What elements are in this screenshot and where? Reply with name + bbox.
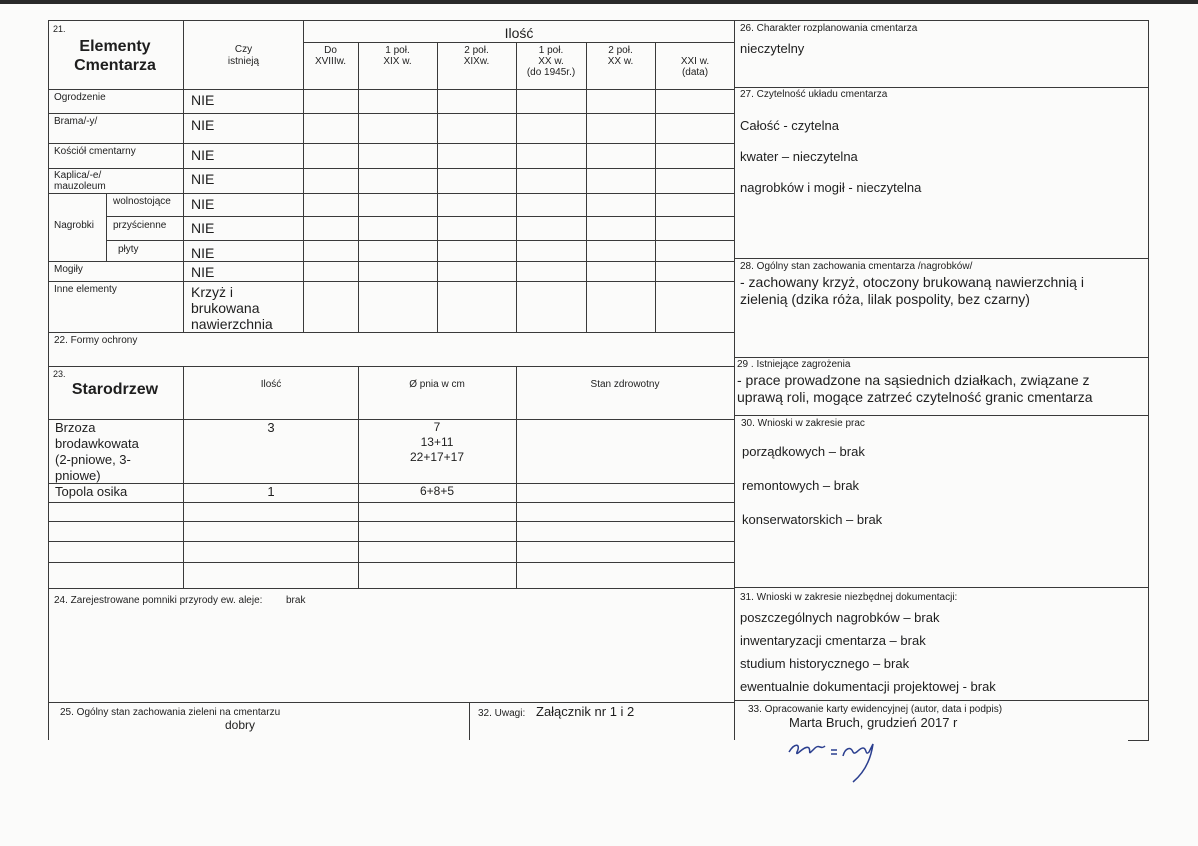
sec28-label: 28. Ogólny stan zachowania cmentarza /nagrobków/ <box>740 261 973 272</box>
row-plyty-label: płyty <box>118 244 139 255</box>
ilosc-underline <box>303 42 735 43</box>
row-line <box>48 89 735 90</box>
sec21-col-5 <box>516 42 517 332</box>
sec22-label: 22. Formy ochrony <box>54 335 138 346</box>
row-plyty-value: NIE <box>191 245 215 261</box>
row-line <box>106 240 735 241</box>
sec32-value: Załącznik nr 1 i 2 <box>536 704 635 719</box>
sec29-label: 29 . Istniejące zagrożenia <box>737 359 851 370</box>
row-wolnostojace-label: wolnostojące <box>113 196 171 207</box>
row-line <box>48 281 735 282</box>
handwritten-signature <box>785 738 895 788</box>
row-line <box>48 702 735 703</box>
row-kaplica-value: NIE <box>191 171 215 187</box>
czy-istnieja-line2: istnieją <box>227 56 260 67</box>
right-row-line <box>734 700 1149 701</box>
row-line <box>48 541 735 542</box>
row-line <box>48 562 735 563</box>
row-inne-value-line1: Krzyż i <box>191 284 233 300</box>
sec21-col-4 <box>437 42 438 332</box>
sec25-value: dobry <box>224 718 256 732</box>
sec23-col-3 <box>516 366 517 588</box>
row-line <box>48 168 735 169</box>
row-inne-label: Inne elementy <box>54 284 117 295</box>
sec30-line2: remontowych – brak <box>742 478 860 493</box>
row-line <box>48 483 735 484</box>
sec23-col-stan: Stan zdrowotny <box>590 379 660 390</box>
tree-1-diam-line3: 22+17+17 <box>409 450 465 464</box>
sec23-number: 23. <box>53 369 66 379</box>
right-row-line <box>734 415 1149 416</box>
sec24-value: brak <box>286 595 306 606</box>
row-kaplica-label-line1: Kaplica/-e/ <box>54 170 102 181</box>
sec23-title: Starodrzew <box>71 381 159 398</box>
sec23-col-piersnica: Ø pnia w cm <box>409 379 465 390</box>
row-line <box>48 261 735 262</box>
row-line <box>48 588 735 589</box>
tree-1-name-line4: pniowe) <box>55 468 101 483</box>
row-line <box>48 113 735 114</box>
period-1-l1: Do <box>324 45 337 56</box>
sec23-col-2 <box>358 366 359 588</box>
sec23-col-1 <box>183 366 184 588</box>
tree-1-name-line2: brodawkowata <box>55 436 139 451</box>
row-line <box>106 216 735 217</box>
period-6-l1: XXI w. <box>680 56 710 67</box>
right-row-line <box>734 258 1149 259</box>
row-nagrobki-label: Nagrobki <box>54 220 95 231</box>
sec23-col-ilosc: Ilość <box>260 379 282 390</box>
period-1-l2: XVIIIw. <box>314 56 347 67</box>
sec31-label: 31. Wnioski w zakresie niezbędnej dokumentacji: <box>740 592 958 603</box>
sec32-label: 32. Uwagi: <box>478 708 526 719</box>
right-row-line <box>734 87 1149 88</box>
right-row-line <box>734 587 1149 588</box>
tree-1-count: 3 <box>267 420 275 435</box>
sec33-value: Marta Bruch, grudzień 2017 r <box>789 715 958 730</box>
sec27-line3: nagrobków i mogił - nieczytelna <box>740 180 922 195</box>
sec30-label: 30. Wnioski w zakresie prac <box>741 418 865 429</box>
row-line <box>48 193 735 194</box>
right-row-line <box>734 357 1149 358</box>
row-brama-value: NIE <box>191 117 215 133</box>
sec33-label: 33. Opracowanie karty ewidencyjnej (autor, data i podpis) <box>748 704 1003 715</box>
row-przyscienne-value: NIE <box>191 220 215 236</box>
row-ogrodzenie-label: Ogrodzenie <box>54 92 106 103</box>
row-wolnostojace-value: NIE <box>191 196 215 212</box>
sec21-title-line2: Cmentarza <box>74 57 156 74</box>
row-mogily-value: NIE <box>191 264 215 280</box>
nagrobki-divider <box>106 193 107 261</box>
row-kosciol-value: NIE <box>191 147 215 163</box>
row-line <box>48 521 735 522</box>
table-bottom-right-tick <box>1128 740 1149 741</box>
period-4-l1: 1 poł. <box>538 45 564 56</box>
row-line <box>48 332 735 333</box>
sec21-col-6 <box>586 42 587 332</box>
sec31-line2: inwentaryzacji cmentarza – brak <box>740 633 926 648</box>
period-2-l2: XIX w. <box>383 56 412 67</box>
period-2-l1: 1 poł. <box>385 45 410 56</box>
sec27-line2: kwater – nieczytelna <box>740 149 858 164</box>
period-3-l1: 2 poł. <box>464 45 489 56</box>
sec29-line1: - prace prowadzone na sąsiednich działkach, związane z <box>737 372 1090 388</box>
scan-top-edge <box>0 0 1198 4</box>
sec24-label: 24. Zarejestrowane pomniki przyrody ew. aleje: <box>54 595 263 606</box>
tree-2-diam: 6+8+5 <box>419 484 455 498</box>
row-brama-label: Brama/-y/ <box>54 116 98 127</box>
row-inne-value-line3: nawierzchnia <box>191 316 273 332</box>
tree-2-name: Topola osika <box>55 484 128 499</box>
period-4-l2: XX w. <box>538 56 564 67</box>
row-przyscienne-label: przyścienne <box>113 220 167 231</box>
sec28-line1: - zachowany krzyż, otoczony brukowaną nawierzchnią i <box>740 274 1084 290</box>
row-inne-value-line2: brukowana <box>191 300 260 316</box>
row-kosciol-label: Kościół cmentarny <box>54 146 136 157</box>
sec30-line3: konserwatorskich – brak <box>742 512 883 527</box>
sec25-32-divider <box>469 702 470 740</box>
sec21-number: 21. <box>53 24 66 34</box>
row-kaplica-label-line2: mauzoleum <box>54 181 106 192</box>
row-line <box>48 419 735 420</box>
sec26-label: 26. Charakter rozplanowania cmentarza <box>740 23 918 34</box>
table-right-border <box>1148 20 1149 740</box>
row-ogrodzenie-value: NIE <box>191 92 215 108</box>
sec31-line3: studium historycznego – brak <box>740 656 910 671</box>
sec21-col-7 <box>655 42 656 332</box>
tree-1-name-line3: (2-pniowe, 3- <box>55 452 131 467</box>
tree-1-diam-line1: 7 <box>433 420 441 434</box>
period-5-l2: XX w. <box>607 56 634 67</box>
tree-1-diam-line2: 13+11 <box>420 435 454 449</box>
sec29-line2: uprawą roli, mogące zatrzeć czytelność granic cmentarza <box>737 389 1093 405</box>
sec21-col-3 <box>358 42 359 332</box>
row-line <box>48 366 735 367</box>
period-6-l2: (data) <box>681 67 709 78</box>
czy-istnieja-line1: Czy <box>234 44 253 55</box>
table-top-border <box>48 20 1149 21</box>
sec30-line1: porządkowych – brak <box>742 444 865 459</box>
tree-2-count: 1 <box>267 484 275 499</box>
sec21-title-line1: Elementy <box>79 38 151 55</box>
sec31-line1: poszczególnych nagrobków – brak <box>740 610 940 625</box>
sec27-label: 27. Czytelność układu cmentarza <box>740 89 888 100</box>
row-line <box>48 143 735 144</box>
tree-1-name-line1: Brzoza <box>55 420 96 435</box>
sec27-line1: Całość - czytelna <box>740 118 839 133</box>
sec26-value: nieczytelny <box>740 41 805 56</box>
period-5-l1: 2 poł. <box>608 45 633 56</box>
table-left-border <box>48 20 49 740</box>
ilosc-header: Ilość <box>504 25 534 41</box>
sec25-label: 25. Ogólny stan zachowania zieleni na cmentarzu <box>60 707 281 718</box>
sec28-line2: zielenią (dzika róża, lilak pospolity, bez czarny) <box>740 291 1030 307</box>
sec31-line4: ewentualnie dokumentacji projektowej - brak <box>740 679 996 694</box>
column-divider <box>734 20 735 740</box>
row-line <box>48 502 735 503</box>
row-mogily-label: Mogiły <box>54 264 83 275</box>
period-4-l3: (do 1945r.) <box>526 67 576 78</box>
period-3-l2: XIXw. <box>463 56 490 67</box>
